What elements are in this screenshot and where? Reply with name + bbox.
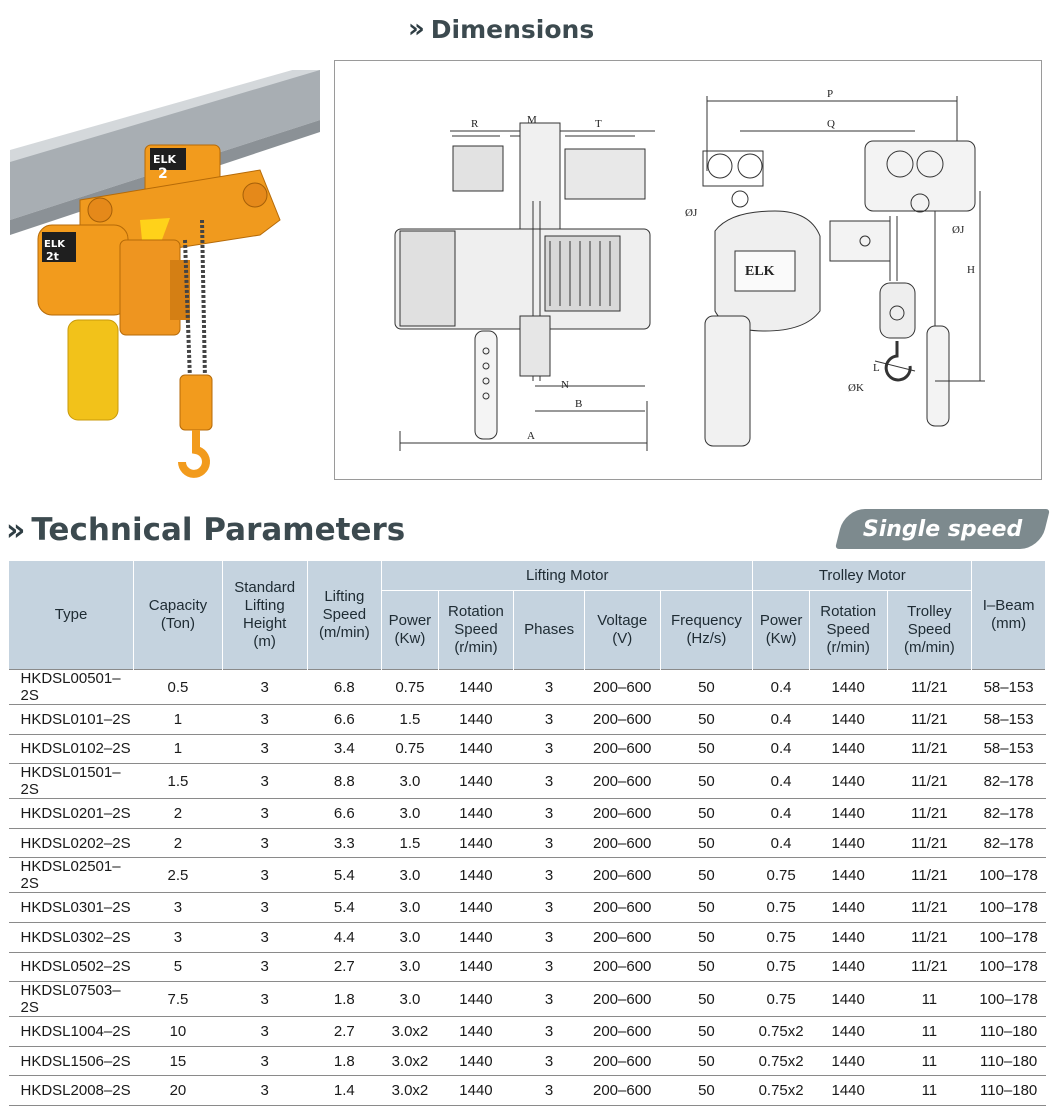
cell-lm-rotation: 1440	[438, 1076, 514, 1106]
label-n: N	[561, 379, 569, 391]
cell-capacity: 7.5	[134, 982, 223, 1017]
label-r: R	[471, 118, 479, 130]
cell-lm-voltage: 200–600	[584, 1076, 660, 1106]
cell-lm-frequency: 50	[660, 828, 753, 858]
header-tm-speed: Trolley Speed (m/min)	[887, 591, 972, 670]
cell-type: HKDSL0502–2S	[9, 952, 134, 982]
cell-capacity: 2	[134, 799, 223, 829]
cell-ibeam: 58–153	[972, 705, 1046, 735]
cell-lm-voltage: 200–600	[584, 982, 660, 1017]
cell-lifting-height: 3	[222, 1017, 307, 1047]
cell-lm-voltage: 200–600	[584, 799, 660, 829]
cell-lifting-speed: 6.8	[307, 670, 382, 705]
cell-ibeam: 100–178	[972, 893, 1046, 923]
header-lm-frequency: Frequency (Hz/s)	[660, 591, 753, 670]
cell-tm-speed: 11/21	[887, 764, 972, 799]
cell-lifting-speed: 6.6	[307, 705, 382, 735]
hoist-logo-text: ELK	[44, 239, 65, 250]
cell-lm-phases: 3	[514, 828, 585, 858]
cell-tm-power: 0.75	[753, 922, 809, 952]
cell-lm-phases: 3	[514, 893, 585, 923]
label-h: H	[967, 264, 975, 276]
cell-lm-voltage: 200–600	[584, 705, 660, 735]
label-p: P	[827, 88, 834, 100]
cell-ibeam: 82–178	[972, 828, 1046, 858]
cell-tm-power: 0.75	[753, 893, 809, 923]
label-a: A	[527, 430, 535, 442]
cell-tm-power: 0.75	[753, 952, 809, 982]
cell-lm-phases: 3	[514, 982, 585, 1017]
cell-ibeam: 58–153	[972, 670, 1046, 705]
header-lm-rotation: Rotation Speed (r/min)	[438, 591, 514, 670]
technical-parameters-table	[8, 561, 1046, 1106]
cell-lm-phases: 3	[514, 858, 585, 893]
header-tm-rotation: Rotation Speed (r/min)	[809, 591, 887, 670]
label-b: B	[575, 398, 583, 410]
cell-type: HKDSL1506–2S	[9, 1046, 134, 1076]
cell-lifting-height: 3	[222, 705, 307, 735]
cell-lm-power: 3.0	[382, 952, 438, 982]
dimensions-title: Dimensions	[430, 14, 595, 44]
table-row	[9, 764, 1046, 799]
cell-lm-frequency: 50	[660, 799, 753, 829]
table-row	[9, 858, 1046, 893]
technical-drawing	[334, 60, 1042, 480]
cell-type: HKDSL01501–2S	[9, 764, 134, 799]
table-row	[9, 734, 1046, 764]
label-l: L	[873, 362, 880, 374]
cell-tm-rotation: 1440	[809, 982, 887, 1017]
cell-lm-phases: 3	[514, 705, 585, 735]
cell-tm-rotation: 1440	[809, 952, 887, 982]
label-j-left: ØJ	[685, 207, 698, 219]
cell-lm-phases: 3	[514, 922, 585, 952]
cell-tm-rotation: 1440	[809, 1017, 887, 1047]
cell-tm-speed: 11/21	[887, 893, 972, 923]
cell-type: HKDSL07503–2S	[9, 982, 134, 1017]
table-row	[9, 799, 1046, 829]
cell-lm-power: 3.0x2	[382, 1046, 438, 1076]
table-row	[9, 922, 1046, 952]
cell-ibeam: 100–178	[972, 858, 1046, 893]
cell-tm-power: 0.4	[753, 734, 809, 764]
cell-lm-power: 1.5	[382, 828, 438, 858]
cell-tm-speed: 11	[887, 1046, 972, 1076]
cell-lm-frequency: 50	[660, 1076, 753, 1106]
cell-type: HKDSL2008–2S	[9, 1076, 134, 1106]
cell-tm-speed: 11	[887, 1076, 972, 1106]
cell-lifting-speed: 5.4	[307, 893, 382, 923]
cell-lifting-speed: 2.7	[307, 952, 382, 982]
cell-lm-rotation: 1440	[438, 828, 514, 858]
header-lifting-speed: Lifting Speed (m/min)	[307, 561, 382, 670]
cell-lm-frequency: 50	[660, 670, 753, 705]
cell-tm-speed: 11/21	[887, 952, 972, 982]
cell-lm-frequency: 50	[660, 922, 753, 952]
cell-lm-voltage: 200–600	[584, 734, 660, 764]
cell-tm-power: 0.75	[753, 982, 809, 1017]
cell-lm-rotation: 1440	[438, 1046, 514, 1076]
cell-lm-phases: 3	[514, 670, 585, 705]
cell-tm-power: 0.75x2	[753, 1017, 809, 1047]
cell-lifting-height: 3	[222, 1046, 307, 1076]
trolley-logo-text: ELK	[153, 153, 177, 166]
nameplate-text: ELK	[745, 264, 775, 279]
table-row	[9, 893, 1046, 923]
cell-lm-rotation: 1440	[438, 952, 514, 982]
header-type: Type	[9, 561, 134, 670]
cell-lifting-speed: 1.8	[307, 1046, 382, 1076]
cell-lifting-speed: 1.8	[307, 982, 382, 1017]
cell-tm-rotation: 1440	[809, 1076, 887, 1106]
cell-lifting-height: 3	[222, 799, 307, 829]
cell-lm-power: 3.0	[382, 799, 438, 829]
cell-lm-power: 3.0x2	[382, 1017, 438, 1047]
cell-lm-phases: 3	[514, 1046, 585, 1076]
cell-type: HKDSL02501–2S	[9, 858, 134, 893]
cell-tm-rotation: 1440	[809, 734, 887, 764]
cell-lifting-height: 3	[222, 734, 307, 764]
cell-lm-phases: 3	[514, 799, 585, 829]
cell-lm-rotation: 1440	[438, 982, 514, 1017]
cell-lm-power: 3.0	[382, 858, 438, 893]
cell-capacity: 1	[134, 734, 223, 764]
cell-tm-rotation: 1440	[809, 1046, 887, 1076]
table-row	[9, 705, 1046, 735]
cell-capacity: 3	[134, 893, 223, 923]
cell-lm-phases: 3	[514, 1076, 585, 1106]
cell-tm-rotation: 1440	[809, 670, 887, 705]
cell-lm-voltage: 200–600	[584, 670, 660, 705]
cell-type: HKDSL0102–2S	[9, 734, 134, 764]
cell-lifting-speed: 5.4	[307, 858, 382, 893]
label-q: Q	[827, 118, 835, 130]
cell-lm-voltage: 200–600	[584, 952, 660, 982]
cell-ibeam: 110–180	[972, 1017, 1046, 1047]
cell-lifting-height: 3	[222, 828, 307, 858]
table-row	[9, 982, 1046, 1017]
cell-lm-power: 3.0	[382, 764, 438, 799]
cell-tm-rotation: 1440	[809, 705, 887, 735]
hoist-capacity-text: 2t	[46, 250, 59, 263]
header-tm-power: Power (Kw)	[753, 591, 809, 670]
cell-lm-voltage: 200–600	[584, 828, 660, 858]
cell-capacity: 10	[134, 1017, 223, 1047]
cell-lm-power: 3.0x2	[382, 1076, 438, 1106]
cell-capacity: 1	[134, 705, 223, 735]
cell-lm-phases: 3	[514, 764, 585, 799]
technical-parameters-title: Technical Parameters	[31, 512, 406, 548]
cell-tm-rotation: 1440	[809, 764, 887, 799]
pendant-box	[68, 320, 118, 420]
cell-lifting-speed: 1.4	[307, 1076, 382, 1106]
cell-lifting-height: 3	[222, 952, 307, 982]
cell-lm-voltage: 200–600	[584, 922, 660, 952]
header-lm-voltage: Voltage (V)	[584, 591, 660, 670]
cell-lifting-height: 3	[222, 982, 307, 1017]
cell-capacity: 0.5	[134, 670, 223, 705]
cell-tm-speed: 11/21	[887, 799, 972, 829]
cell-tm-power: 0.4	[753, 799, 809, 829]
cell-lm-rotation: 1440	[438, 705, 514, 735]
cell-ibeam: 82–178	[972, 764, 1046, 799]
cell-lm-frequency: 50	[660, 705, 753, 735]
cell-tm-speed: 11	[887, 982, 972, 1017]
cell-lm-frequency: 50	[660, 952, 753, 982]
cell-ibeam: 100–178	[972, 982, 1046, 1017]
cell-lifting-height: 3	[222, 670, 307, 705]
cell-type: HKDSL0202–2S	[9, 828, 134, 858]
cell-tm-rotation: 1440	[809, 799, 887, 829]
table-body	[9, 670, 1046, 1106]
single-speed-label: Single speed	[862, 516, 1023, 542]
cell-tm-power: 0.75	[753, 858, 809, 893]
cell-lm-rotation: 1440	[438, 734, 514, 764]
cell-lm-rotation: 1440	[438, 922, 514, 952]
cell-lm-frequency: 50	[660, 764, 753, 799]
cell-tm-speed: 11/21	[887, 922, 972, 952]
cell-tm-rotation: 1440	[809, 893, 887, 923]
cell-tm-power: 0.4	[753, 828, 809, 858]
cell-tm-speed: 11/21	[887, 670, 972, 705]
table-row	[9, 828, 1046, 858]
table-row	[9, 952, 1046, 982]
cell-type: HKDSL0302–2S	[9, 922, 134, 952]
table-row	[9, 1017, 1046, 1047]
cell-lifting-height: 3	[222, 764, 307, 799]
cell-capacity: 3	[134, 922, 223, 952]
cell-ibeam: 110–180	[972, 1076, 1046, 1106]
cell-lm-rotation: 1440	[438, 799, 514, 829]
label-m: M	[527, 114, 537, 126]
cell-lm-frequency: 50	[660, 734, 753, 764]
cell-lm-power: 1.5	[382, 705, 438, 735]
cell-lifting-speed: 8.8	[307, 764, 382, 799]
chevron-icon: »	[408, 14, 421, 44]
cell-lm-frequency: 50	[660, 893, 753, 923]
table-row	[9, 670, 1046, 705]
cell-lifting-height: 3	[222, 922, 307, 952]
chevron-icon: »	[6, 512, 22, 548]
single-speed-badge	[835, 509, 1050, 549]
dimensions-heading	[408, 14, 594, 44]
hoist-photo	[10, 70, 320, 480]
cell-lm-power: 3.0	[382, 982, 438, 1017]
table-row	[9, 1076, 1046, 1106]
label-t: T	[595, 118, 602, 130]
header-lifting-height: Standard Lifting Height (m)	[222, 561, 307, 670]
cell-lm-frequency: 50	[660, 1046, 753, 1076]
header-trolley-motor: Trolley Motor	[753, 561, 972, 591]
cell-ibeam: 82–178	[972, 799, 1046, 829]
header-capacity: Capacity (Ton)	[134, 561, 223, 670]
cell-tm-power: 0.75x2	[753, 1046, 809, 1076]
cell-tm-speed: 11/21	[887, 705, 972, 735]
cell-capacity: 2	[134, 828, 223, 858]
cell-capacity: 20	[134, 1076, 223, 1106]
cell-lifting-height: 3	[222, 1076, 307, 1106]
table-row	[9, 1046, 1046, 1076]
cell-lm-frequency: 50	[660, 858, 753, 893]
cell-capacity: 15	[134, 1046, 223, 1076]
cell-ibeam: 58–153	[972, 734, 1046, 764]
header-lm-power: Power (Kw)	[382, 591, 438, 670]
cell-type: HKDSL0201–2S	[9, 799, 134, 829]
cell-ibeam: 110–180	[972, 1046, 1046, 1076]
cell-tm-power: 0.4	[753, 764, 809, 799]
cell-tm-speed: 11/21	[887, 828, 972, 858]
cell-tm-rotation: 1440	[809, 922, 887, 952]
cell-type: HKDSL0301–2S	[9, 893, 134, 923]
header-lm-phases: Phases	[514, 591, 585, 670]
cell-lm-voltage: 200–600	[584, 1046, 660, 1076]
cell-tm-power: 0.4	[753, 705, 809, 735]
cell-capacity: 2.5	[134, 858, 223, 893]
cell-lifting-speed: 3.3	[307, 828, 382, 858]
cell-lifting-height: 3	[222, 893, 307, 923]
cell-lm-phases: 3	[514, 734, 585, 764]
cell-capacity: 5	[134, 952, 223, 982]
cell-lm-rotation: 1440	[438, 764, 514, 799]
cell-lm-phases: 3	[514, 952, 585, 982]
cell-tm-rotation: 1440	[809, 828, 887, 858]
cell-lm-rotation: 1440	[438, 858, 514, 893]
cell-lm-phases: 3	[514, 1017, 585, 1047]
cell-ibeam: 100–178	[972, 922, 1046, 952]
cell-ibeam: 100–178	[972, 952, 1046, 982]
label-k: ØK	[848, 382, 864, 394]
cell-lm-voltage: 200–600	[584, 858, 660, 893]
hook-block	[180, 375, 212, 430]
cell-capacity: 1.5	[134, 764, 223, 799]
cell-lifting-speed: 3.4	[307, 734, 382, 764]
cell-lm-voltage: 200–600	[584, 764, 660, 799]
cell-lm-frequency: 50	[660, 982, 753, 1017]
cell-tm-power: 0.75x2	[753, 1076, 809, 1106]
technical-parameters-heading	[6, 512, 405, 548]
cell-lm-voltage: 200–600	[584, 893, 660, 923]
cell-type: HKDSL0101–2S	[9, 705, 134, 735]
cell-tm-rotation: 1440	[809, 858, 887, 893]
cell-lm-voltage: 200–600	[584, 1017, 660, 1047]
cell-lm-power: 3.0	[382, 893, 438, 923]
cell-lm-rotation: 1440	[438, 670, 514, 705]
cell-lm-power: 3.0	[382, 922, 438, 952]
cell-tm-power: 0.4	[753, 670, 809, 705]
cell-type: HKDSL1004–2S	[9, 1017, 134, 1047]
label-j-right: ØJ	[952, 224, 965, 236]
cell-tm-speed: 11/21	[887, 858, 972, 893]
cell-lm-rotation: 1440	[438, 1017, 514, 1047]
hook	[182, 430, 206, 474]
cell-lifting-speed: 4.4	[307, 922, 382, 952]
trolley-capacity-text: 2	[158, 166, 168, 182]
header-ibeam: I–Beam (mm)	[972, 561, 1046, 670]
cell-lifting-speed: 2.7	[307, 1017, 382, 1047]
cell-lm-power: 0.75	[382, 734, 438, 764]
cell-lm-power: 0.75	[382, 670, 438, 705]
cell-lm-frequency: 50	[660, 1017, 753, 1047]
cell-tm-speed: 11/21	[887, 734, 972, 764]
cell-tm-speed: 11	[887, 1017, 972, 1047]
cell-lifting-speed: 6.6	[307, 799, 382, 829]
cell-lm-rotation: 1440	[438, 893, 514, 923]
header-lifting-motor: Lifting Motor	[382, 561, 753, 591]
cell-type: HKDSL00501–2S	[9, 670, 134, 705]
cell-lifting-height: 3	[222, 858, 307, 893]
